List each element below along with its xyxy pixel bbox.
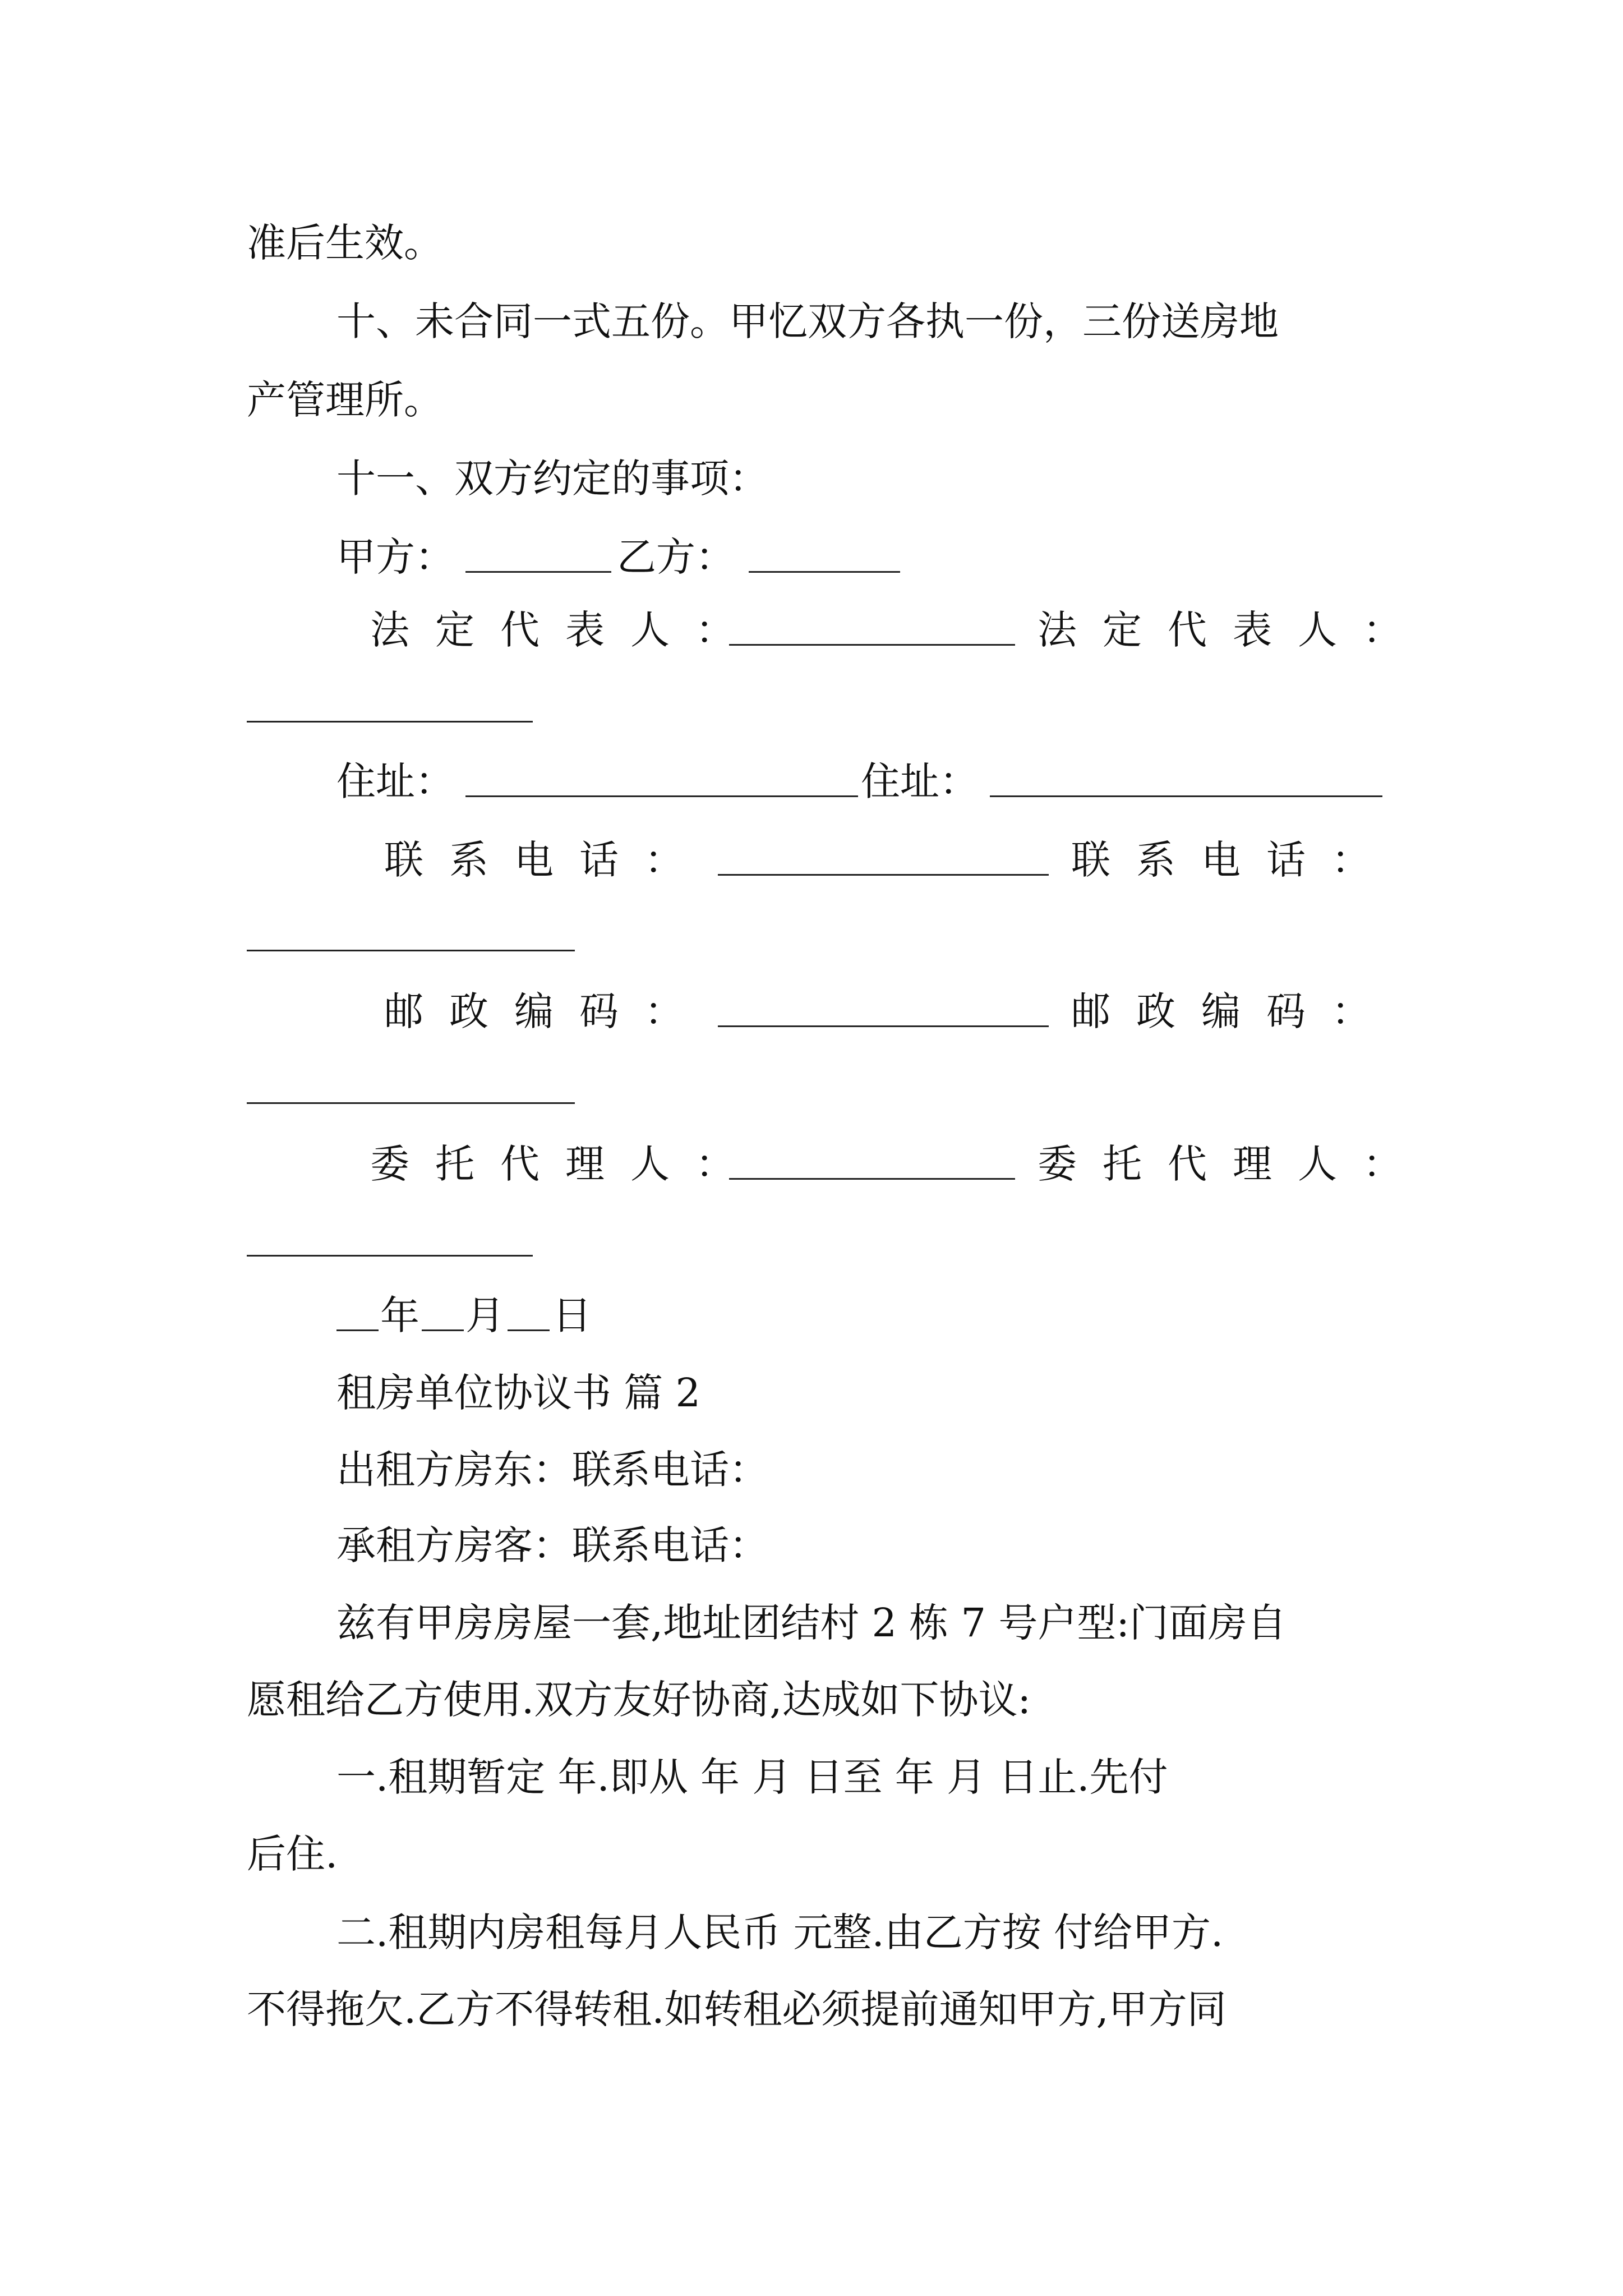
text-line: 兹有甲房房屋一套,地址团结村 2 栋 7 号户型:门面房自 [336, 1600, 1287, 1646]
address-row [0, 751, 1623, 812]
phone-a-label: 联系电话： [384, 837, 709, 883]
legal-rep-row [0, 599, 1623, 661]
party-names-row [0, 526, 1623, 588]
text-line: 准后生效。 [247, 220, 443, 266]
legal-rep-b-blank [247, 721, 533, 723]
legal-rep-a-label: 法定代表人： [370, 607, 760, 653]
section-title-row [0, 1362, 1623, 1424]
clause-2-line-a [0, 1902, 1623, 1963]
party-a-blank [465, 571, 611, 573]
agent-a-blank [729, 1178, 1015, 1180]
text-line: 不得拖欠.乙方不得转租.如转租必须提前通知甲方,甲方同 [247, 1986, 1227, 2032]
clause-1-line-a [0, 1746, 1623, 1808]
day-blank [508, 1329, 550, 1331]
agent-a-label: 委托代理人： [370, 1141, 760, 1187]
phone-row [0, 829, 1623, 891]
address-b-label: 住址： [861, 758, 979, 804]
phone-b-label: 联系电话： [1071, 837, 1396, 883]
party-b-label: 乙方： [617, 534, 735, 580]
agent-row [0, 1133, 1623, 1195]
date-year-label: 年 [380, 1292, 419, 1338]
lessee-line: 承租方房客：联系电话： [336, 1522, 768, 1568]
party-a-label: 甲方： [336, 534, 454, 580]
postcode-row [0, 981, 1623, 1042]
clause-2-line-b [0, 1978, 1623, 2040]
text-line: 十、未合同一式五份。甲忆双方各执一份，三份送房地 [336, 298, 1279, 344]
text-line: 愿租给乙方使用.双方友好协商,达成如下协议: [247, 1677, 1031, 1723]
agent-b-blank [247, 1255, 533, 1257]
agent-b-label: 委托代理人： [1038, 1141, 1428, 1187]
lessor-line: 出租方房东：联系电话： [336, 1447, 768, 1493]
phone-a-blank [718, 874, 1049, 876]
text-line: 产管理所。 [247, 377, 443, 423]
clause-10-line-a [0, 291, 1623, 352]
postcode-a-blank [718, 1025, 1049, 1027]
month-blank [422, 1329, 464, 1331]
lessee-row [0, 1515, 1623, 1576]
text-line: 十一、双方约定的事项： [336, 455, 768, 501]
text-line: 二.租期内房租每月人民币 元整.由乙方按 付给甲方. [336, 1910, 1224, 1955]
address-b-blank [990, 795, 1382, 797]
text-line: 后住. [247, 1831, 338, 1877]
postcode-b-blank [247, 1102, 575, 1104]
section-title: 租房单位协议书 篇 2 [336, 1370, 701, 1416]
date-row [0, 1285, 1623, 1346]
phone-b-blank [247, 950, 575, 951]
address-a-blank [465, 795, 858, 797]
clause-10-line-b [0, 369, 1623, 431]
date-day-label: 日 [552, 1292, 592, 1338]
party-b-blank [749, 571, 900, 573]
year-blank [336, 1329, 379, 1331]
clause-11-line [0, 448, 1623, 509]
paragraph-line [0, 212, 1623, 274]
legal-rep-a-blank [729, 644, 1015, 646]
legal-rep-b-label: 法定代表人： [1038, 607, 1428, 653]
postcode-a-label: 邮政编码： [384, 988, 709, 1034]
postcode-b-label: 邮政编码： [1071, 988, 1396, 1034]
clause-1-line-b [0, 1823, 1623, 1885]
intro-line-b [0, 1669, 1623, 1731]
lessor-row [0, 1439, 1623, 1501]
text-line: 一.租期暂定 年.即从 年 月 日至 年 月 日止.先付 [336, 1754, 1168, 1800]
address-a-label: 住址： [336, 758, 454, 804]
intro-line-a [0, 1592, 1623, 1654]
date-month-label: 月 [465, 1292, 505, 1338]
